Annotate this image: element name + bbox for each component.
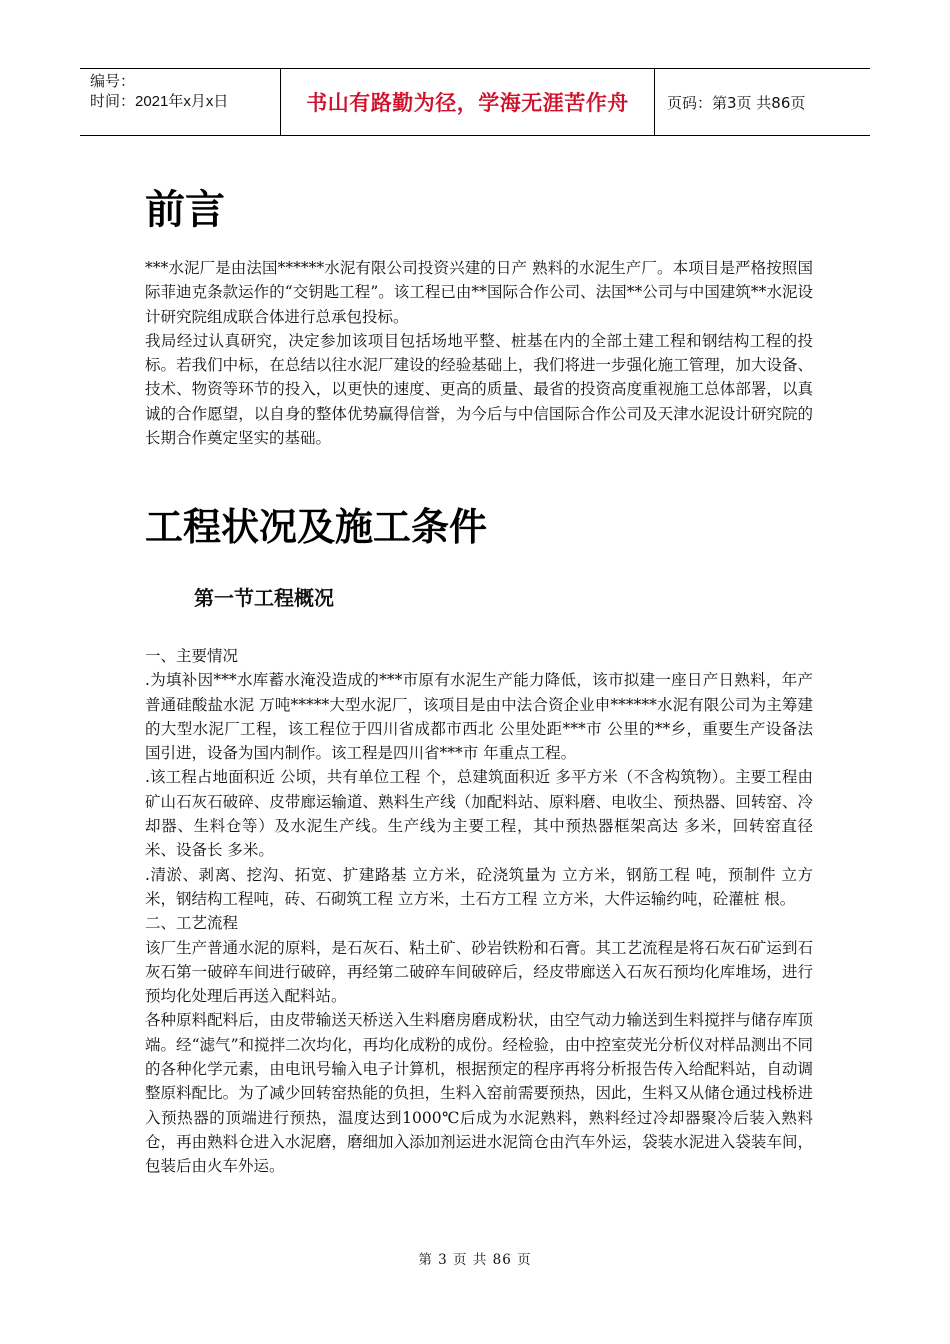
section-heading: 第一节工程概况 xyxy=(194,586,334,610)
section-paragraph: 各种原料配料后，由皮带输送天桥送入生料磨房磨成粉状，由空气动力输送到生料搅拌与储存库顶端。经“滤气”和搅拌二次均化，再均化成粉的成份。经检验，由中控室荧光分析仪对样品测出不同的各种化学元素，由电讯号输入电子计算机，根据预定的程序再将分析报告传入给配料站，自动调整原料配比。为了减少回转窑热能的负担，生料入窑前需要预热，因此，生料又从储仓通过栈桥进入预热器的顶端进行预热，温度达到1000℃后成为水泥熟料，熟料经过冷却器聚冷后装入熟料仓，再由熟料仓进入水泥磨，磨细加入添加剂运进水泥筒仓由汽车外运，袋装水泥进入袋装车间，包装后由火车外运。 xyxy=(145,1011,813,1176)
document-date: 时间：2021年x月x日 xyxy=(90,93,229,110)
preface-paragraph: ***水泥厂是由法国******水泥有限公司投资兴建的日产 熟料的水泥生产厂。本项目是严格按照国际菲迪克条款运作的“交钥匙工程”。该工程已由**国际合作公司、法国**公司与中国建筑**水泥设计研究院组成联合体进行总承包投标。 xyxy=(145,259,813,326)
section-paragraph: .清淤、剥离、挖沟、拓宽、扩建路基 立方米，砼浇筑量为 立方米，钢筋工程 吨，预制件 立方米，钢结构工程吨，砖、石砌筑工程 立方米，土石方工程 立方米，大件运输约吨，砼灌桩 根。 xyxy=(145,865,813,908)
header-page-cell xyxy=(655,69,870,135)
section-paragraph: .为填补因***水库蓄水淹没造成的***市原有水泥生产能力降低，该市拟建一座日产日熟料，年产 普通硅酸盐水泥 万吨*****大型水泥厂，该项目是由中法合资企业申******水泥有限公司为主筹建的大型水泥厂工程，该工程位于四川省成都市西北 公里处距***市 公里的**乡，重要生产设备法国引进，设备为国内制作。该工程是四川省***市 年重点工程。 xyxy=(145,671,813,763)
preface-heading: 前言 xyxy=(145,186,225,233)
header-motto: 书山有路勤为径，学海无涯苦作舟 xyxy=(306,91,629,115)
header-meta xyxy=(80,69,280,135)
document-number-label: 编号： xyxy=(90,73,136,90)
section-body xyxy=(145,644,813,1179)
header-page-number: 页码：第3页 共86页 xyxy=(667,93,806,112)
header-motto-cell xyxy=(280,69,655,135)
page-header xyxy=(80,68,870,136)
preface-paragraph: 我局经过认真研究，决定参加该项目包括场地平整、桩基在内的全部土建工程和钢结构工程的投标。若我们中标，在总结以往水泥厂建设的经验基础上，我们将进一步强化施工管理，加大设备、技术、物资等环节的投入，以更快的速度、更高的质量、最省的投资高度重视施工总体部署，以真诚的合作愿望，以自身的整体优势赢得信誉，为今后与中信国际合作公司及天津水泥设计研究院的长期合作奠定坚实的基础。 xyxy=(145,331,813,448)
section-paragraph: .该工程占地面积近 公顷，共有单位工程 个，总建筑面积近 多平方米（不含构筑物）。主要工程由矿山石灰石破碎、皮带廊运输道、熟料生产线（加配料站、原料磨、电收尘、预热器、回转窑、冷却器、生料仓等）及水泥生产线。生产线为主要工程，其中预热器框架高达 多米，回转窑直径 米、设备长 多米。 xyxy=(145,768,813,860)
section-subheading: 一、主要情况 xyxy=(145,647,239,665)
section-paragraph: 该厂生产普通水泥的原料，是石灰石、粘土矿、砂岩铁粉和石膏。其工艺流程是将石灰石矿运到石灰石第一破碎车间进行破碎，再经第二破碎车间破碎后，经皮带廊送入石灰石预均化库堆场，进行预均化处理后再送入配料站。 xyxy=(145,938,813,1006)
preface-body xyxy=(145,256,813,450)
page-footer: 第 3 页 共 86 页 xyxy=(418,1252,532,1268)
engineering-heading: 工程状况及施工条件 xyxy=(145,504,488,549)
section-subheading: 二、工艺流程 xyxy=(145,914,239,933)
